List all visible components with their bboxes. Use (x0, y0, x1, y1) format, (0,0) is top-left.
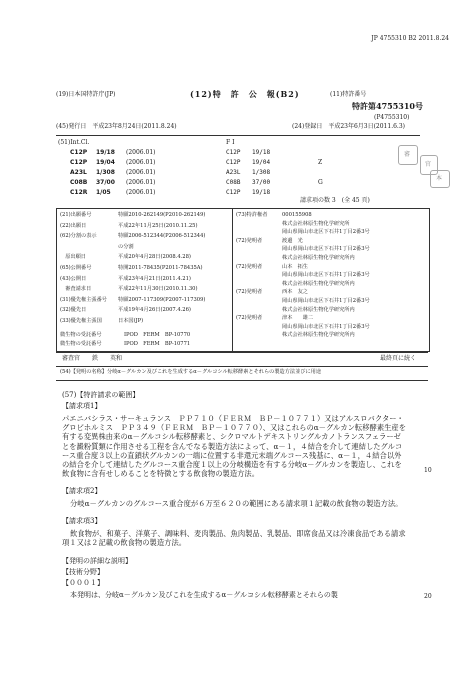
bibliographic-box (56, 208, 430, 352)
paragraph-text: 本発明は、分岐α－グルカン及びこれを生成するα－グルコシル転移酵素とそれらの製 (70, 591, 338, 599)
biblio-value: 西本 友之 (282, 289, 308, 296)
fi-extra: Z (318, 159, 323, 166)
biblio-label: (32)優先日 (60, 307, 87, 314)
biblio-label: (43)公開日 (60, 275, 87, 282)
biblio-label: (62)分割の表示 (60, 233, 97, 240)
deposit-label: 微生物の受託番号 (60, 332, 102, 338)
biblio-value: 岡山県岡山市北区下石井1丁目2番3号 (282, 298, 370, 304)
document-type: (12)特 許 公 報(B2) (190, 89, 300, 99)
ipc-code: C12P (70, 149, 88, 156)
biblio-value: 株式会社林原生物化学研究所内 (282, 255, 355, 261)
fi-number: 19/18 (252, 149, 271, 156)
biblio-label: (31)優先権主張番号 (60, 296, 107, 303)
fi-code: C12P (226, 159, 241, 166)
header-divider (56, 135, 420, 136)
claims-section-title: (57)【特許請求の範囲】 (62, 391, 140, 399)
deposit-label: 微生物の受託番号 (60, 341, 102, 347)
biblio-value: 平成19年4月26日(2007.4.26) (118, 307, 191, 314)
fi-code: A23L (226, 169, 241, 176)
stamp-char: 審 (404, 151, 411, 158)
biblio-value: 特願2007-117309(P2007-117309) (118, 296, 206, 303)
biblio-label: (72)発明者 (236, 263, 263, 270)
ipc-code: C12P (70, 159, 88, 166)
biblio-value: 特願2010-262149(P2010-262149) (118, 212, 206, 218)
biblio-value: 岡山県岡山市北区下石井1丁目2番3号 (282, 246, 370, 253)
biblio-value: 山本 拓生 (282, 263, 308, 270)
ipc-number: 37/00 (96, 179, 115, 186)
claim1-text: パエニバシラス・サーキュランス ＰＰ７１０（ＦＥＲＭ ＢＰ－１０７７１）又はアルスロバクター・グロビホルミス ＰＰ３４９（ＦＥＲＭ ＢＰ－１０７７０）、又はこれらのα－グルカン転移酵素生産を有する変異株由来のα－グルコシル転移酵素と、シクロマルトデキストリングルカノトランスフェラーゼとを澱粉質類に作用させる工程を含んでなる製造方法によって、α－１，４結合を介して連結したグルコース重合度３以上の直鎖状グルカンの一端に位置する非還元末端グルコース残基に、α－１，４結合以外の結合を介して連結したグルコース重合度１以上の分岐構造を有する分岐α－グルカンを製造し、これを飲食物に含有せしめることを特徴とする飲食物の製造方法。 (62, 414, 407, 479)
patent-number-sub: (P4755310) (374, 114, 410, 121)
biblio-label: (21)出願番号 (60, 212, 92, 218)
publication-number-top: JP 4755310 B2 2011.8.24 (371, 35, 449, 42)
biblio-label: (73)特許権者 (236, 212, 268, 218)
examiner: 審査官 鉄 英和 (62, 355, 123, 362)
fi-number: 37/00 (252, 179, 271, 186)
examiner-stamp (398, 145, 418, 165)
fi-number: 19/18 (252, 189, 271, 196)
ipc-version-date: (2006.01) (126, 189, 156, 196)
deposit-value: IPOD FERM BP-10771 (124, 341, 191, 347)
biblio-value: 平成22年11月25日(2010.11.25) (118, 222, 198, 229)
biblio-label: (22)出願日 (60, 222, 87, 229)
fi-code: C12P (226, 189, 241, 196)
biblio-value: 株式会社林原生物化学研究所内 (282, 280, 355, 287)
fi-number: 19/04 (252, 159, 271, 166)
biblio-label: (65)公開番号 (60, 265, 92, 271)
deposit-value: IPOD FERM BP-10770 (124, 332, 191, 338)
ipc-version-date: (2006.01) (126, 149, 156, 156)
claim3-text: 飲食物が、和菓子、洋菓子、調味料、麦肉製品、魚肉製品、乳製品、即席食品又は冷凍食品である請求項１又は２記載の飲食物の製造方法。 (62, 529, 406, 548)
description-heading: 【発明の詳細な説明】 (62, 557, 132, 565)
line-number: 20 (424, 593, 432, 600)
biblio-label: 原出願日 (60, 254, 86, 261)
biblio-value: 平成20年4月28日(2008.4.28) (118, 254, 191, 261)
fi-number: 1/308 (252, 169, 271, 176)
claim2-text: 分岐α－グルカンのグルコース重合度が６万至６２０の範囲にある請求項１記載の飲食物の製造方法。 (70, 499, 403, 508)
patent-number-label: (11)特許番号 (330, 91, 367, 98)
biblio-value: 渡邊 光 (282, 237, 303, 244)
claims-count: 請求項の数 3 (全 45 頁) (300, 197, 370, 204)
ipc-number: 1/308 (96, 169, 115, 176)
ipc-code: A23L (70, 169, 87, 176)
fi-label: F I (226, 139, 235, 146)
ipc-number: 19/18 (96, 149, 115, 156)
ipc-version-date: (2006.01) (126, 159, 156, 166)
ipc-number: 1/05 (96, 189, 111, 196)
fi-code: C12P (226, 149, 241, 156)
biblio-label: (72)発明者 (236, 237, 263, 244)
biblio-value: 日本国(JP) (118, 318, 144, 324)
biblio-value: 岡山県岡山市北区下石井1丁目2番3号 (282, 323, 370, 330)
biblio-label: (72)発明者 (236, 315, 263, 322)
examiner-stamp (430, 170, 450, 188)
ipc-code: C12R (70, 189, 88, 196)
biblio-value: 特開2011-78435(P2011-78435A) (118, 265, 203, 271)
title-divider-top (56, 366, 428, 367)
biblio-label: (72)発明者 (236, 289, 263, 296)
patent-number: 特許第4755310号 (352, 101, 423, 111)
biblio-label: (33)優先権主張国 (60, 318, 102, 324)
biblio-value: 岡山県岡山市北区下石井1丁目2番3号 (282, 229, 370, 236)
biblio-value: 岡山県岡山市北区下石井1丁目2番3号 (282, 272, 370, 279)
biblio-value: 津本 雄二 (282, 315, 314, 322)
biblio-value: 平成22年11月30日(2010.11.30) (118, 286, 198, 293)
biblio-value: の分割 (118, 243, 134, 250)
title-divider-bottom (56, 380, 428, 381)
biblio-value: 000155908 (282, 212, 312, 218)
ipc-version-date: (2006.01) (126, 169, 156, 176)
stamp-char: 官 (425, 161, 432, 168)
fi-code: C08B (226, 179, 241, 186)
fi-extra: G (318, 179, 323, 186)
line-number: 10 (424, 467, 432, 474)
biblio-value: 株式会社林原生物化学研究所内 (282, 306, 355, 313)
claim2-heading: 【請求項2】 (62, 487, 102, 495)
technical-field-heading: 【技術分野】 (62, 568, 104, 576)
ipc-label: (51)Int.Cl. (58, 139, 90, 146)
ipc-version-date: (2006.01) (126, 179, 156, 186)
biblio-value: 株式会社林原生物化学研究所 (282, 220, 350, 227)
ipc-number: 19/04 (96, 159, 115, 166)
claim1-heading: 【請求項1】 (62, 402, 102, 410)
biblio-value: 株式会社林原生物化学研究所内 (282, 332, 355, 339)
continued-note: 最終頁に続く (380, 355, 417, 362)
biblio-value: 平成23年4月21日(2011.4.21) (118, 275, 191, 282)
biblio-value: 特願2006-512344(P2006-512344) (118, 233, 206, 240)
issue-date: (45)発行日 平成23年8月24日(2011.8.24) (56, 123, 177, 130)
examiner-divider (56, 352, 428, 353)
biblio-label: 審査請求日 (60, 286, 92, 293)
stamp-char: 本 (436, 175, 443, 182)
ipc-code: C08B (70, 179, 88, 186)
biblio-divider (232, 208, 233, 351)
invention-title: (54)【発明の名称】分岐α－グルカン及びこれを生成するα－グルコシル転移酵素とそれらの製造方法並びに用途 (60, 369, 322, 375)
paragraph-number: 【０００１】 (62, 579, 104, 587)
office-name: (19)日本国特許庁(JP) (56, 91, 116, 98)
claim3-heading: 【請求項3】 (62, 517, 102, 525)
registration-date: (24)登録日 平成23年6月3日(2011.6.3) (292, 123, 405, 130)
